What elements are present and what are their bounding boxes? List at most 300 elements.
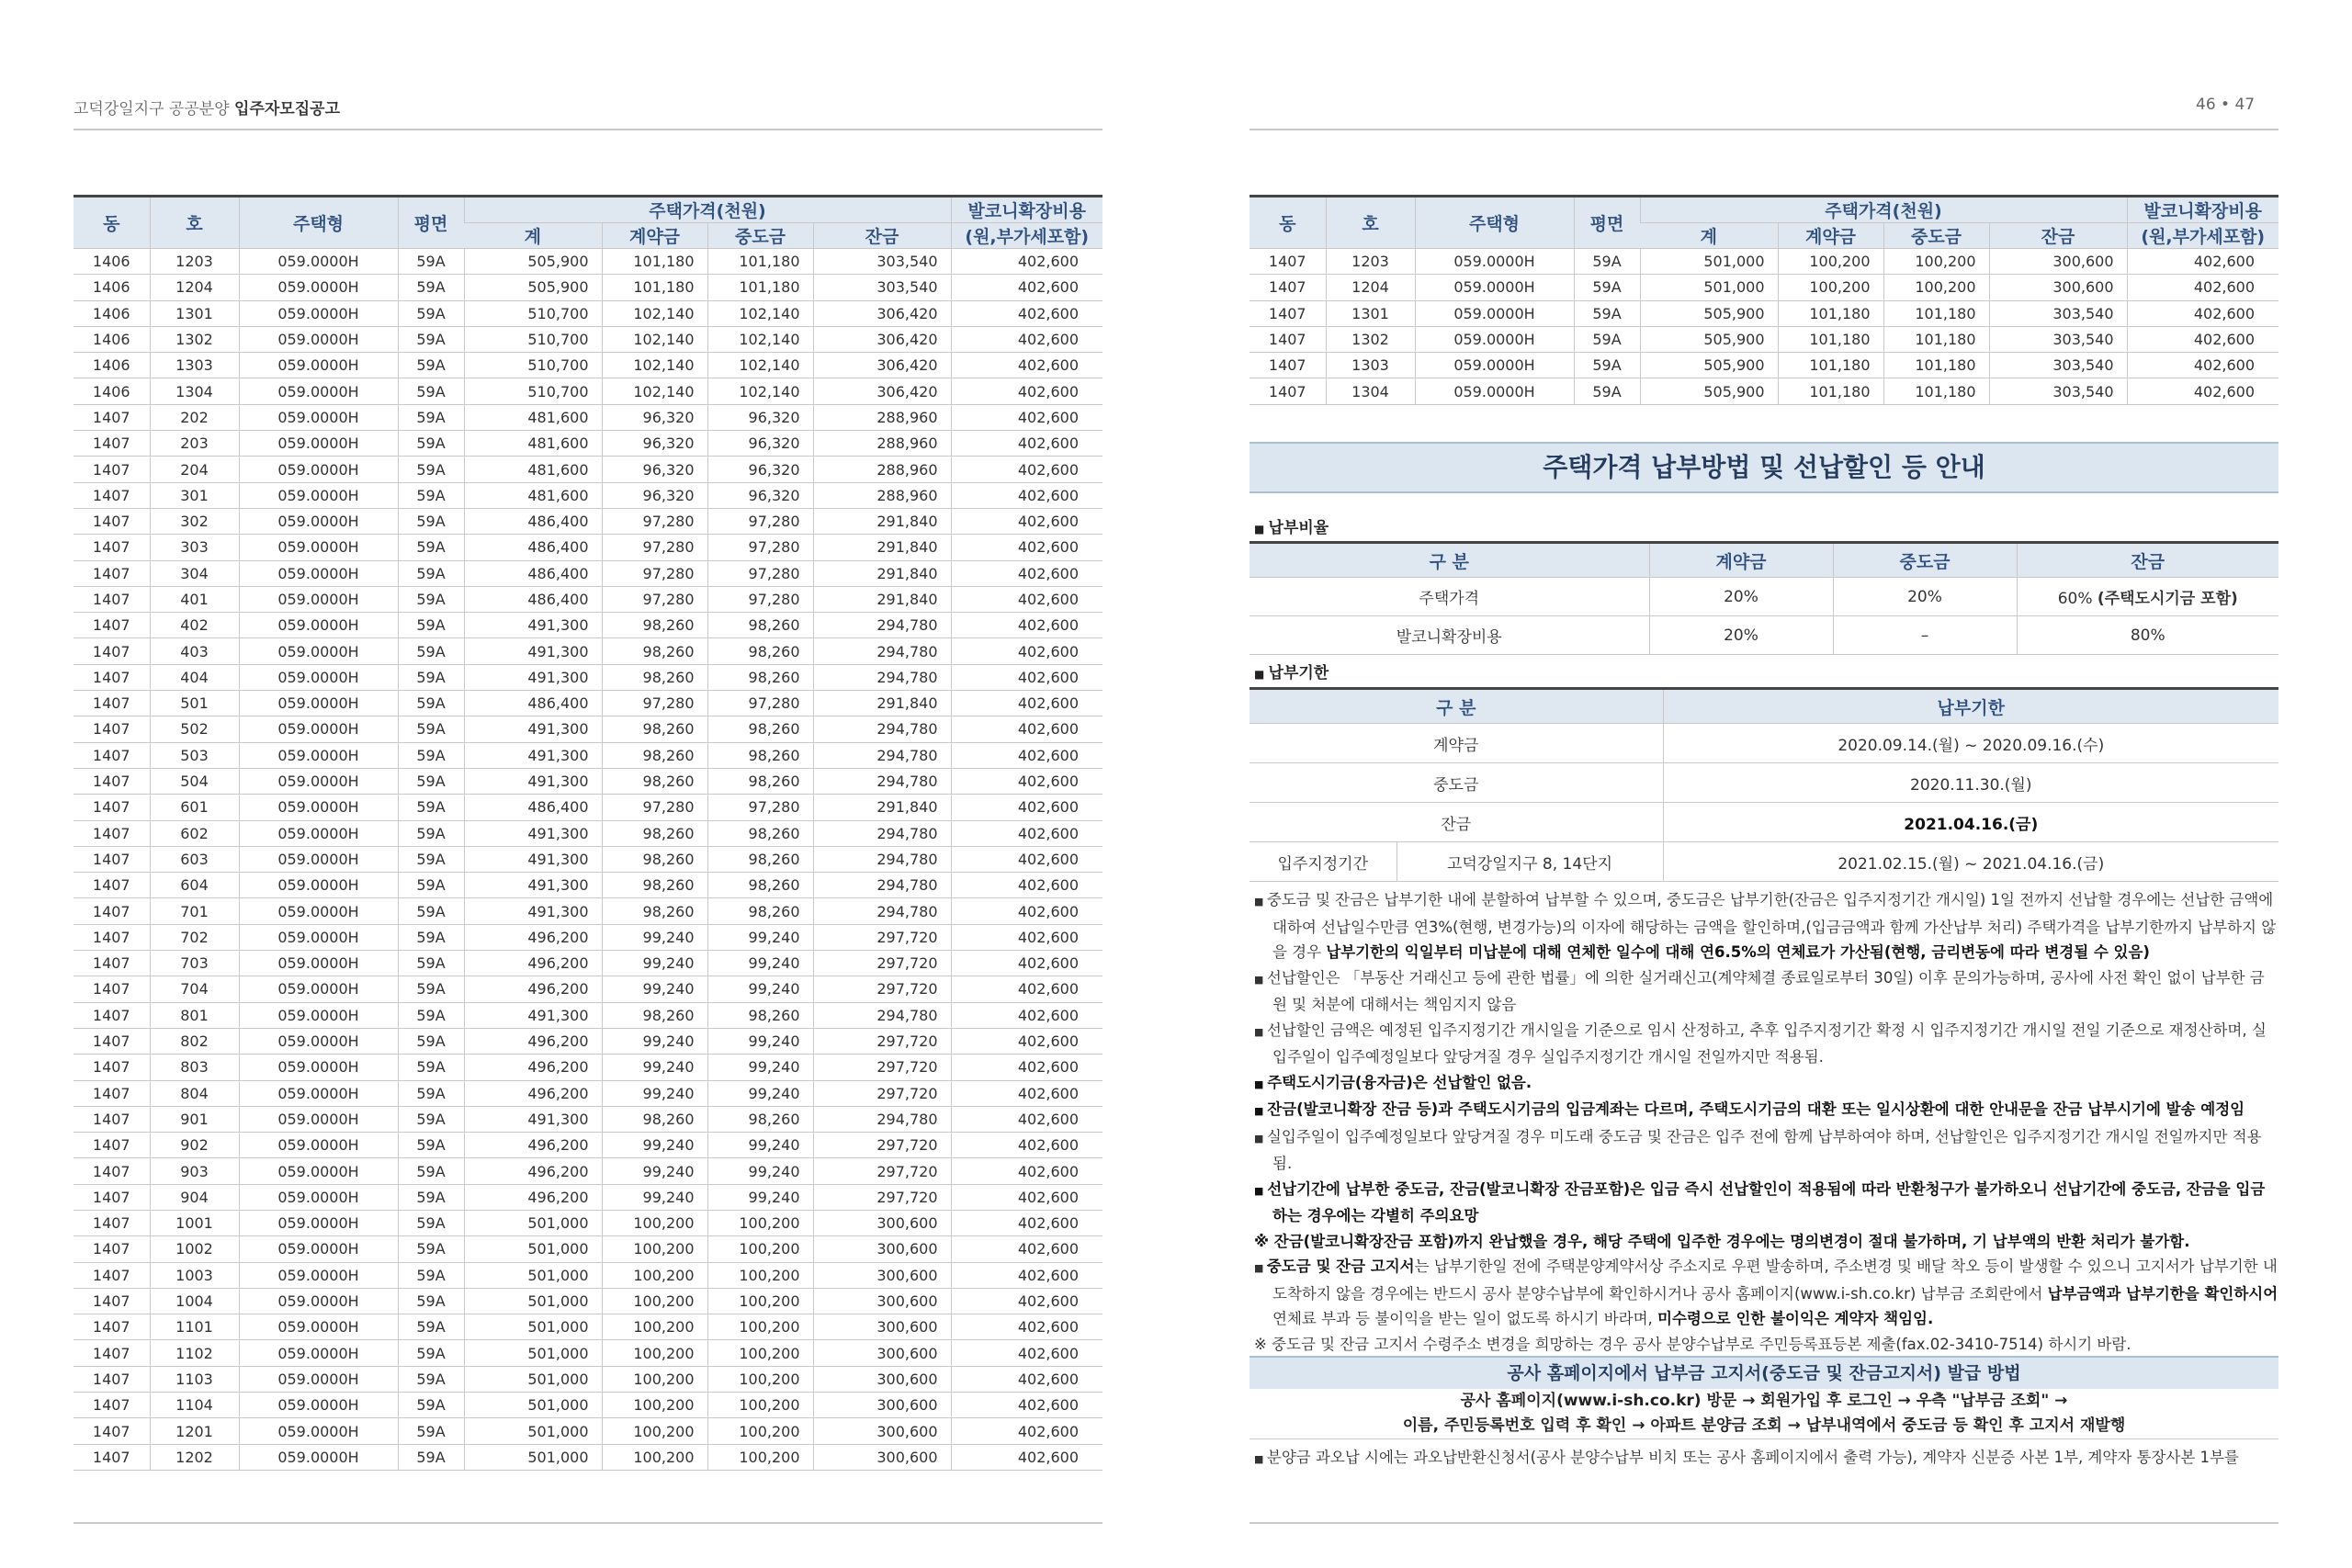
cell-total: 496,200 bbox=[464, 1055, 602, 1080]
table-row bbox=[1250, 326, 2278, 352]
cell-total: 501,000 bbox=[464, 1314, 602, 1340]
table-row bbox=[74, 924, 1102, 950]
cell-balance: 300,600 bbox=[813, 1418, 951, 1444]
ratio-row-name: 발코니확장비용 bbox=[1250, 616, 1649, 655]
cell-pyeong: 59A bbox=[398, 431, 464, 457]
cell-balcony: 402,600 bbox=[951, 482, 1102, 508]
cell-pyeong: 59A bbox=[398, 1002, 464, 1028]
cell-dong: 1407 bbox=[74, 482, 150, 508]
cell-balcony: 402,600 bbox=[951, 560, 1102, 586]
cell-balcony: 402,600 bbox=[951, 1236, 1102, 1262]
table-row bbox=[74, 846, 1102, 872]
cell-ho: 403 bbox=[150, 638, 239, 664]
cell-ho: 301 bbox=[150, 482, 239, 508]
cell-total: 501,000 bbox=[464, 1393, 602, 1418]
cell-balance: 300,600 bbox=[1989, 249, 2127, 275]
cell-ho: 1302 bbox=[150, 326, 239, 352]
cell-total: 481,600 bbox=[464, 431, 602, 457]
cell-balcony: 402,600 bbox=[951, 846, 1102, 872]
cell-type: 059.0000H bbox=[239, 457, 398, 482]
cell-pyeong: 59A bbox=[398, 353, 464, 378]
cell-total: 505,900 bbox=[1640, 378, 1778, 404]
cell-type: 059.0000H bbox=[239, 431, 398, 457]
table-row bbox=[74, 1366, 1102, 1392]
cell-middle: 97,280 bbox=[707, 691, 813, 716]
cell-ho: 1001 bbox=[150, 1210, 239, 1235]
deadline-label: ■ 납부기한 bbox=[1254, 660, 1329, 682]
cell-contract: 101,180 bbox=[602, 275, 707, 300]
table-row bbox=[74, 249, 1102, 275]
cell-middle: 100,200 bbox=[707, 1366, 813, 1392]
cell-ho: 804 bbox=[150, 1080, 239, 1106]
cell-ho: 404 bbox=[150, 664, 239, 690]
cell-balance: 294,780 bbox=[813, 638, 951, 664]
cell-balance: 294,780 bbox=[813, 768, 951, 794]
table-row bbox=[1250, 300, 2278, 326]
cell-contract: 97,280 bbox=[602, 795, 707, 820]
payment-guide-title: 공사 홈페이지에서 납부금 고지서(중도금 및 잔금고지서) 발급 방법 bbox=[1250, 1356, 2278, 1389]
cell-middle: 99,240 bbox=[707, 976, 813, 1002]
note-item: ■ 선납기간에 납부한 중도금, 잔금(발코니확장 잔금포함)은 입금 즉시 선납할인이 적용됨에 따라 반환청구가 불가하오니 선납기간에 중도금, 잔금을 입금하는 경우에는 각별히 주의요망 bbox=[1254, 1177, 2278, 1229]
cell-ho: 603 bbox=[150, 846, 239, 872]
cell-contract: 101,180 bbox=[1778, 378, 1883, 404]
ratio-row-balance: 80% bbox=[2017, 616, 2278, 655]
cell-contract: 100,200 bbox=[602, 1340, 707, 1366]
cell-ho: 803 bbox=[150, 1055, 239, 1080]
cell-pyeong: 59A bbox=[398, 768, 464, 794]
cell-type: 059.0000H bbox=[239, 1002, 398, 1028]
cell-middle: 101,180 bbox=[1883, 300, 1989, 326]
table-row bbox=[74, 951, 1102, 976]
cell-middle: 98,260 bbox=[707, 873, 813, 898]
cell-contract: 100,200 bbox=[602, 1236, 707, 1262]
cell-middle: 100,200 bbox=[707, 1418, 813, 1444]
cell-balcony: 402,600 bbox=[951, 742, 1102, 768]
cell-total: 510,700 bbox=[464, 353, 602, 378]
cell-balcony: 402,600 bbox=[951, 378, 1102, 404]
cell-dong: 1407 bbox=[74, 1236, 150, 1262]
cell-dong: 1407 bbox=[74, 1055, 150, 1080]
cell-pyeong: 59A bbox=[398, 846, 464, 872]
cell-ho: 202 bbox=[150, 404, 239, 430]
cell-contract: 100,200 bbox=[602, 1444, 707, 1470]
ratio-row-middle: – bbox=[1833, 616, 2017, 655]
cell-contract: 99,240 bbox=[602, 1133, 707, 1158]
cell-middle: 100,200 bbox=[707, 1393, 813, 1418]
cell-middle: 98,260 bbox=[707, 898, 813, 924]
cell-ho: 503 bbox=[150, 742, 239, 768]
cell-balcony: 402,600 bbox=[951, 275, 1102, 300]
cell-balcony: 402,600 bbox=[951, 457, 1102, 482]
cell-contract: 96,320 bbox=[602, 404, 707, 430]
ratio-header-category: 구 분 bbox=[1250, 543, 1649, 578]
cell-pyeong: 59A bbox=[398, 586, 464, 612]
cell-middle: 101,180 bbox=[707, 275, 813, 300]
cell-type: 059.0000H bbox=[239, 795, 398, 820]
cell-type: 059.0000H bbox=[239, 1133, 398, 1158]
header-balcony-line1: 발코니확장비용 bbox=[951, 197, 1102, 223]
cell-middle: 102,140 bbox=[707, 300, 813, 326]
table-row bbox=[74, 1106, 1102, 1132]
cell-contract: 100,200 bbox=[602, 1418, 707, 1444]
cell-dong: 1407 bbox=[74, 457, 150, 482]
cell-middle: 98,260 bbox=[707, 1106, 813, 1132]
header-contract: 계약금 bbox=[1778, 223, 1883, 249]
price-table-left-body bbox=[74, 249, 1102, 1471]
cell-ho: 703 bbox=[150, 951, 239, 976]
cell-total: 481,600 bbox=[464, 457, 602, 482]
header-balcony-line2: (원,부가세포함) bbox=[951, 223, 1102, 249]
cell-balcony: 402,600 bbox=[951, 1418, 1102, 1444]
deadline-header-category: 구 분 bbox=[1250, 689, 1663, 724]
cell-pyeong: 59A bbox=[398, 1444, 464, 1470]
cell-total: 486,400 bbox=[464, 691, 602, 716]
cell-dong: 1406 bbox=[74, 275, 150, 300]
header-total: 계 bbox=[464, 223, 602, 249]
cell-middle: 99,240 bbox=[707, 1055, 813, 1080]
cell-type: 059.0000H bbox=[239, 1393, 398, 1418]
cell-total: 491,300 bbox=[464, 1106, 602, 1132]
cell-balcony: 402,600 bbox=[951, 1055, 1102, 1080]
table-row bbox=[74, 586, 1102, 612]
cell-pyeong: 59A bbox=[398, 1366, 464, 1392]
cell-middle: 101,180 bbox=[707, 249, 813, 275]
cell-pyeong: 59A bbox=[1574, 378, 1640, 404]
cell-middle: 100,200 bbox=[707, 1340, 813, 1366]
note-item: ■ 잔금(발코니확장 잔금 등)과 주택도시기금의 입금계좌는 다르며, 주택도시기금의 대환 또는 일시상환에 대한 안내문을 잔금 납부시기에 발송 예정임 bbox=[1254, 1097, 2278, 1124]
cell-dong: 1407 bbox=[74, 1393, 150, 1418]
cell-type: 059.0000H bbox=[239, 1028, 398, 1054]
cell-total: 496,200 bbox=[464, 1080, 602, 1106]
ratio-balance-note: (주택도시기금 포함) bbox=[2097, 590, 2238, 608]
deadline-balance-date: 2021.04.16.(금) bbox=[1663, 803, 2278, 842]
header-price-group: 주택가격(천원) bbox=[464, 197, 951, 223]
cell-balance: 294,780 bbox=[813, 716, 951, 742]
deadline-balance-label: 잔금 bbox=[1250, 803, 1663, 842]
header-middle: 중도금 bbox=[1883, 223, 1989, 249]
cell-ho: 902 bbox=[150, 1133, 239, 1158]
cell-total: 491,300 bbox=[464, 820, 602, 846]
cell-type: 059.0000H bbox=[1415, 378, 1574, 404]
note-bold-text: 중도금 및 잔금 고지서 bbox=[1266, 1258, 1415, 1275]
cell-contract: 96,320 bbox=[602, 482, 707, 508]
cell-ho: 901 bbox=[150, 1106, 239, 1132]
cell-middle: 97,280 bbox=[707, 795, 813, 820]
cell-balance: 294,780 bbox=[813, 1106, 951, 1132]
cell-pyeong: 59A bbox=[398, 951, 464, 976]
header-balcony-line2: (원,부가세포함) bbox=[2127, 223, 2278, 249]
cell-middle: 96,320 bbox=[707, 431, 813, 457]
cell-pyeong: 59A bbox=[398, 482, 464, 508]
cell-ho: 1301 bbox=[150, 300, 239, 326]
table-row bbox=[74, 898, 1102, 924]
header-balcony-line1: 발코니확장비용 bbox=[2127, 197, 2278, 223]
cell-dong: 1406 bbox=[74, 353, 150, 378]
cell-dong: 1407 bbox=[74, 768, 150, 794]
cell-pyeong: 59A bbox=[398, 378, 464, 404]
cell-type: 059.0000H bbox=[239, 378, 398, 404]
cell-contract: 99,240 bbox=[602, 1028, 707, 1054]
cell-balance: 306,420 bbox=[813, 300, 951, 326]
cell-pyeong: 59A bbox=[1574, 275, 1640, 300]
table-row bbox=[74, 1028, 1102, 1054]
cell-type: 059.0000H bbox=[239, 1340, 398, 1366]
cell-type: 059.0000H bbox=[239, 768, 398, 794]
cell-total: 501,000 bbox=[1640, 275, 1778, 300]
cell-balcony: 402,600 bbox=[2127, 353, 2278, 378]
cell-middle: 101,180 bbox=[1883, 378, 1989, 404]
table-row bbox=[74, 768, 1102, 794]
cell-balcony: 402,600 bbox=[2127, 326, 2278, 352]
cell-pyeong: 59A bbox=[398, 638, 464, 664]
cell-contract: 98,260 bbox=[602, 820, 707, 846]
cell-total: 486,400 bbox=[464, 586, 602, 612]
cell-middle: 100,200 bbox=[707, 1444, 813, 1470]
cell-pyeong: 59A bbox=[398, 795, 464, 820]
cell-pyeong: 59A bbox=[1574, 300, 1640, 326]
cell-ho: 1303 bbox=[1326, 353, 1415, 378]
cell-dong: 1407 bbox=[74, 976, 150, 1002]
cell-balance: 294,780 bbox=[813, 898, 951, 924]
cell-pyeong: 59A bbox=[1574, 249, 1640, 275]
note-item bbox=[1254, 1254, 2278, 1332]
cell-pyeong: 59A bbox=[398, 1393, 464, 1418]
cell-total: 491,300 bbox=[464, 716, 602, 742]
cell-ho: 801 bbox=[150, 1002, 239, 1028]
cell-total: 510,700 bbox=[464, 378, 602, 404]
cell-contract: 99,240 bbox=[602, 1158, 707, 1184]
cell-balance: 297,720 bbox=[813, 951, 951, 976]
cell-pyeong: 59A bbox=[398, 742, 464, 768]
cell-ho: 702 bbox=[150, 924, 239, 950]
move-in-label: 입주지정기간 bbox=[1250, 842, 1396, 882]
table-row bbox=[74, 326, 1102, 352]
cell-balance: 291,840 bbox=[813, 560, 951, 586]
cell-balcony: 402,600 bbox=[2127, 378, 2278, 404]
table-row bbox=[74, 1055, 1102, 1080]
cell-contract: 102,140 bbox=[602, 300, 707, 326]
cell-balcony: 402,600 bbox=[951, 1106, 1102, 1132]
cell-balcony: 402,600 bbox=[2127, 275, 2278, 300]
deadline-contract-date: 2020.09.14.(월) ~ 2020.09.16.(수) bbox=[1663, 724, 2278, 763]
cell-type: 059.0000H bbox=[239, 1418, 398, 1444]
cell-total: 510,700 bbox=[464, 326, 602, 352]
payment-guide-box bbox=[1250, 1356, 2278, 1439]
cell-pyeong: 59A bbox=[398, 249, 464, 275]
cell-middle: 101,180 bbox=[1883, 326, 1989, 352]
cell-balcony: 402,600 bbox=[951, 1288, 1102, 1314]
cell-contract: 96,320 bbox=[602, 431, 707, 457]
cell-contract: 98,260 bbox=[602, 846, 707, 872]
cell-middle: 98,260 bbox=[707, 613, 813, 638]
cell-balcony: 402,600 bbox=[951, 586, 1102, 612]
cell-ho: 601 bbox=[150, 795, 239, 820]
note-item bbox=[1254, 887, 2278, 965]
cell-middle: 99,240 bbox=[707, 1080, 813, 1106]
cell-middle: 99,240 bbox=[707, 1028, 813, 1054]
cell-contract: 99,240 bbox=[602, 976, 707, 1002]
cell-dong: 1407 bbox=[74, 951, 150, 976]
cell-total: 491,300 bbox=[464, 1002, 602, 1028]
cell-total: 491,300 bbox=[464, 873, 602, 898]
price-table-left bbox=[74, 195, 1102, 1471]
cell-balcony: 402,600 bbox=[951, 404, 1102, 430]
cell-total: 486,400 bbox=[464, 795, 602, 820]
cell-ho: 504 bbox=[150, 768, 239, 794]
cell-type: 059.0000H bbox=[1415, 353, 1574, 378]
table-row bbox=[1250, 353, 2278, 378]
ratio-row-name: 주택가격 bbox=[1250, 578, 1649, 616]
cell-type: 059.0000H bbox=[239, 1314, 398, 1340]
cell-balcony: 402,600 bbox=[951, 898, 1102, 924]
cell-total: 505,900 bbox=[464, 249, 602, 275]
reference-note: ※ 잔금(발코니확장잔금 포함)까지 완납했을 경우, 해당 주택에 입주한 경우에는 명의변경이 절대 불가하며, 기 납부액의 반환 처리가 불가함. bbox=[1254, 1232, 2190, 1250]
payment-guide-step2: 이름, 주민등록번호 입력 후 확인 → 아파트 분양금 조회 → 납부내역에서 중도금 등 확인 후 고지서 재발행 bbox=[1250, 1414, 2278, 1439]
note-text: 중도금 및 잔금은 납부기한 내에 분할하여 납부할 수 있으며, 중도금은 납부기한(잔금은 입주지정기간 개시일) 1일 전까지 선납할 경우에는 선납한 금액에 대하여 선납일수만큼 연3%(현행, 변경가능)의 이자에 해당하는 금액을 할인하며,(입금금액과 함께 가산납부 처리) 주택가격을 납부기한까지 납부하지 않을 경우 bbox=[1266, 891, 2277, 961]
cell-pyeong: 59A bbox=[398, 664, 464, 690]
cell-balcony: 402,600 bbox=[951, 795, 1102, 820]
page-numbers: 46 • 47 bbox=[2196, 96, 2256, 114]
cell-ho: 602 bbox=[150, 820, 239, 846]
cell-total: 496,200 bbox=[464, 924, 602, 950]
cell-pyeong: 59A bbox=[398, 508, 464, 534]
cell-type: 059.0000H bbox=[239, 898, 398, 924]
cell-ho: 1204 bbox=[1326, 275, 1415, 300]
cell-contract: 101,180 bbox=[602, 249, 707, 275]
cell-ho: 402 bbox=[150, 613, 239, 638]
cell-contract: 100,200 bbox=[1778, 275, 1883, 300]
cell-total: 496,200 bbox=[464, 1028, 602, 1054]
cell-balance: 300,600 bbox=[813, 1210, 951, 1235]
footer-rule-right bbox=[1250, 1522, 2278, 1524]
cell-balcony: 402,600 bbox=[951, 976, 1102, 1002]
table-row bbox=[74, 795, 1102, 820]
cell-pyeong: 59A bbox=[398, 976, 464, 1002]
cell-contract: 98,260 bbox=[602, 873, 707, 898]
cell-total: 496,200 bbox=[464, 1158, 602, 1184]
cell-dong: 1407 bbox=[74, 404, 150, 430]
cell-middle: 100,200 bbox=[1883, 275, 1989, 300]
cell-middle: 102,140 bbox=[707, 378, 813, 404]
cell-dong: 1407 bbox=[74, 638, 150, 664]
cell-ho: 501 bbox=[150, 691, 239, 716]
cell-middle: 97,280 bbox=[707, 586, 813, 612]
cell-middle: 97,280 bbox=[707, 535, 813, 560]
cell-balcony: 402,600 bbox=[951, 1314, 1102, 1340]
table-row bbox=[74, 1262, 1102, 1288]
table-row bbox=[74, 691, 1102, 716]
table-row bbox=[74, 638, 1102, 664]
cell-contract: 98,260 bbox=[602, 664, 707, 690]
note-bold-text: 납부기한의 익일부터 미납분에 대해 연체한 일수에 대해 연6.5%의 연체료가 가산됨(현행, 금리변동에 따라 변경될 수 있음) bbox=[1326, 943, 2150, 961]
cell-total: 496,200 bbox=[464, 1184, 602, 1210]
cell-total: 501,000 bbox=[464, 1418, 602, 1444]
cell-type: 059.0000H bbox=[1415, 326, 1574, 352]
deadline-contract-label: 계약금 bbox=[1250, 724, 1663, 763]
table-row bbox=[74, 1236, 1102, 1262]
header-ho: 호 bbox=[1326, 197, 1415, 249]
cell-balcony: 402,600 bbox=[951, 638, 1102, 664]
cell-balcony: 402,600 bbox=[2127, 249, 2278, 275]
cell-type: 059.0000H bbox=[239, 1106, 398, 1132]
cell-pyeong: 59A bbox=[398, 560, 464, 586]
cell-pyeong: 59A bbox=[398, 1314, 464, 1340]
cell-ho: 701 bbox=[150, 898, 239, 924]
cell-middle: 100,200 bbox=[707, 1236, 813, 1262]
cell-dong: 1407 bbox=[74, 560, 150, 586]
cell-pyeong: 59A bbox=[398, 1080, 464, 1106]
cell-pyeong: 59A bbox=[398, 1133, 464, 1158]
cell-total: 501,000 bbox=[464, 1340, 602, 1366]
cell-ho: 1003 bbox=[150, 1262, 239, 1288]
cell-dong: 1407 bbox=[74, 1262, 150, 1288]
note-item: ■ 선납할인 금액은 예정된 입주지정기간 개시일을 기준으로 임시 산정하고, 추후 입주지정기간 확정 시 입주지정기간 개시일 전일 기준으로 재정산하며, 실입주일이 입주예정일보다 앞당겨질 경우 실입주지정기간 개시일 전일까지만 적용됨. bbox=[1254, 1018, 2278, 1070]
cell-type: 059.0000H bbox=[1415, 249, 1574, 275]
cell-dong: 1406 bbox=[74, 300, 150, 326]
cell-pyeong: 59A bbox=[398, 1184, 464, 1210]
cell-balance: 303,540 bbox=[1989, 378, 2127, 404]
header-balance: 잔금 bbox=[1989, 223, 2127, 249]
cell-middle: 98,260 bbox=[707, 638, 813, 664]
table-row bbox=[74, 716, 1102, 742]
cell-middle: 96,320 bbox=[707, 404, 813, 430]
cell-dong: 1407 bbox=[74, 1418, 150, 1444]
cell-balcony: 402,600 bbox=[951, 535, 1102, 560]
cell-balance: 294,780 bbox=[813, 742, 951, 768]
cell-type: 059.0000H bbox=[239, 1366, 398, 1392]
cell-contract: 98,260 bbox=[602, 742, 707, 768]
cell-contract: 99,240 bbox=[602, 951, 707, 976]
cell-balcony: 402,600 bbox=[951, 924, 1102, 950]
table-row bbox=[1250, 275, 2278, 300]
cell-type: 059.0000H bbox=[239, 353, 398, 378]
cell-total: 501,000 bbox=[464, 1366, 602, 1392]
cell-type: 059.0000H bbox=[239, 664, 398, 690]
cell-dong: 1406 bbox=[74, 378, 150, 404]
cell-ho: 1102 bbox=[150, 1340, 239, 1366]
cell-dong: 1407 bbox=[74, 1002, 150, 1028]
cell-balance: 291,840 bbox=[813, 795, 951, 820]
cell-total: 501,000 bbox=[464, 1210, 602, 1235]
cell-dong: 1406 bbox=[74, 249, 150, 275]
cell-ho: 1303 bbox=[150, 353, 239, 378]
cell-ho: 802 bbox=[150, 1028, 239, 1054]
cell-ho: 302 bbox=[150, 508, 239, 534]
cell-balance: 291,840 bbox=[813, 586, 951, 612]
cell-balance: 294,780 bbox=[813, 846, 951, 872]
cell-total: 505,900 bbox=[1640, 300, 1778, 326]
table-row bbox=[1250, 249, 2278, 275]
cell-balance: 300,600 bbox=[813, 1262, 951, 1288]
cell-dong: 1407 bbox=[74, 664, 150, 690]
cell-total: 491,300 bbox=[464, 898, 602, 924]
cell-total: 510,700 bbox=[464, 300, 602, 326]
cell-balance: 300,600 bbox=[813, 1444, 951, 1470]
cell-middle: 98,260 bbox=[707, 1002, 813, 1028]
cell-contract: 100,200 bbox=[602, 1210, 707, 1235]
header-type: 주택형 bbox=[239, 197, 398, 249]
cell-type: 059.0000H bbox=[239, 716, 398, 742]
header-balance: 잔금 bbox=[813, 223, 951, 249]
cell-balance: 297,720 bbox=[813, 976, 951, 1002]
section-title: 주택가격 납부방법 및 선납할인 등 안내 bbox=[1250, 442, 2278, 493]
cell-type: 059.0000H bbox=[239, 1158, 398, 1184]
cell-dong: 1407 bbox=[74, 431, 150, 457]
cell-total: 491,300 bbox=[464, 613, 602, 638]
table-row bbox=[74, 613, 1102, 638]
cell-pyeong: 59A bbox=[1574, 326, 1640, 352]
cell-type: 059.0000H bbox=[1415, 275, 1574, 300]
